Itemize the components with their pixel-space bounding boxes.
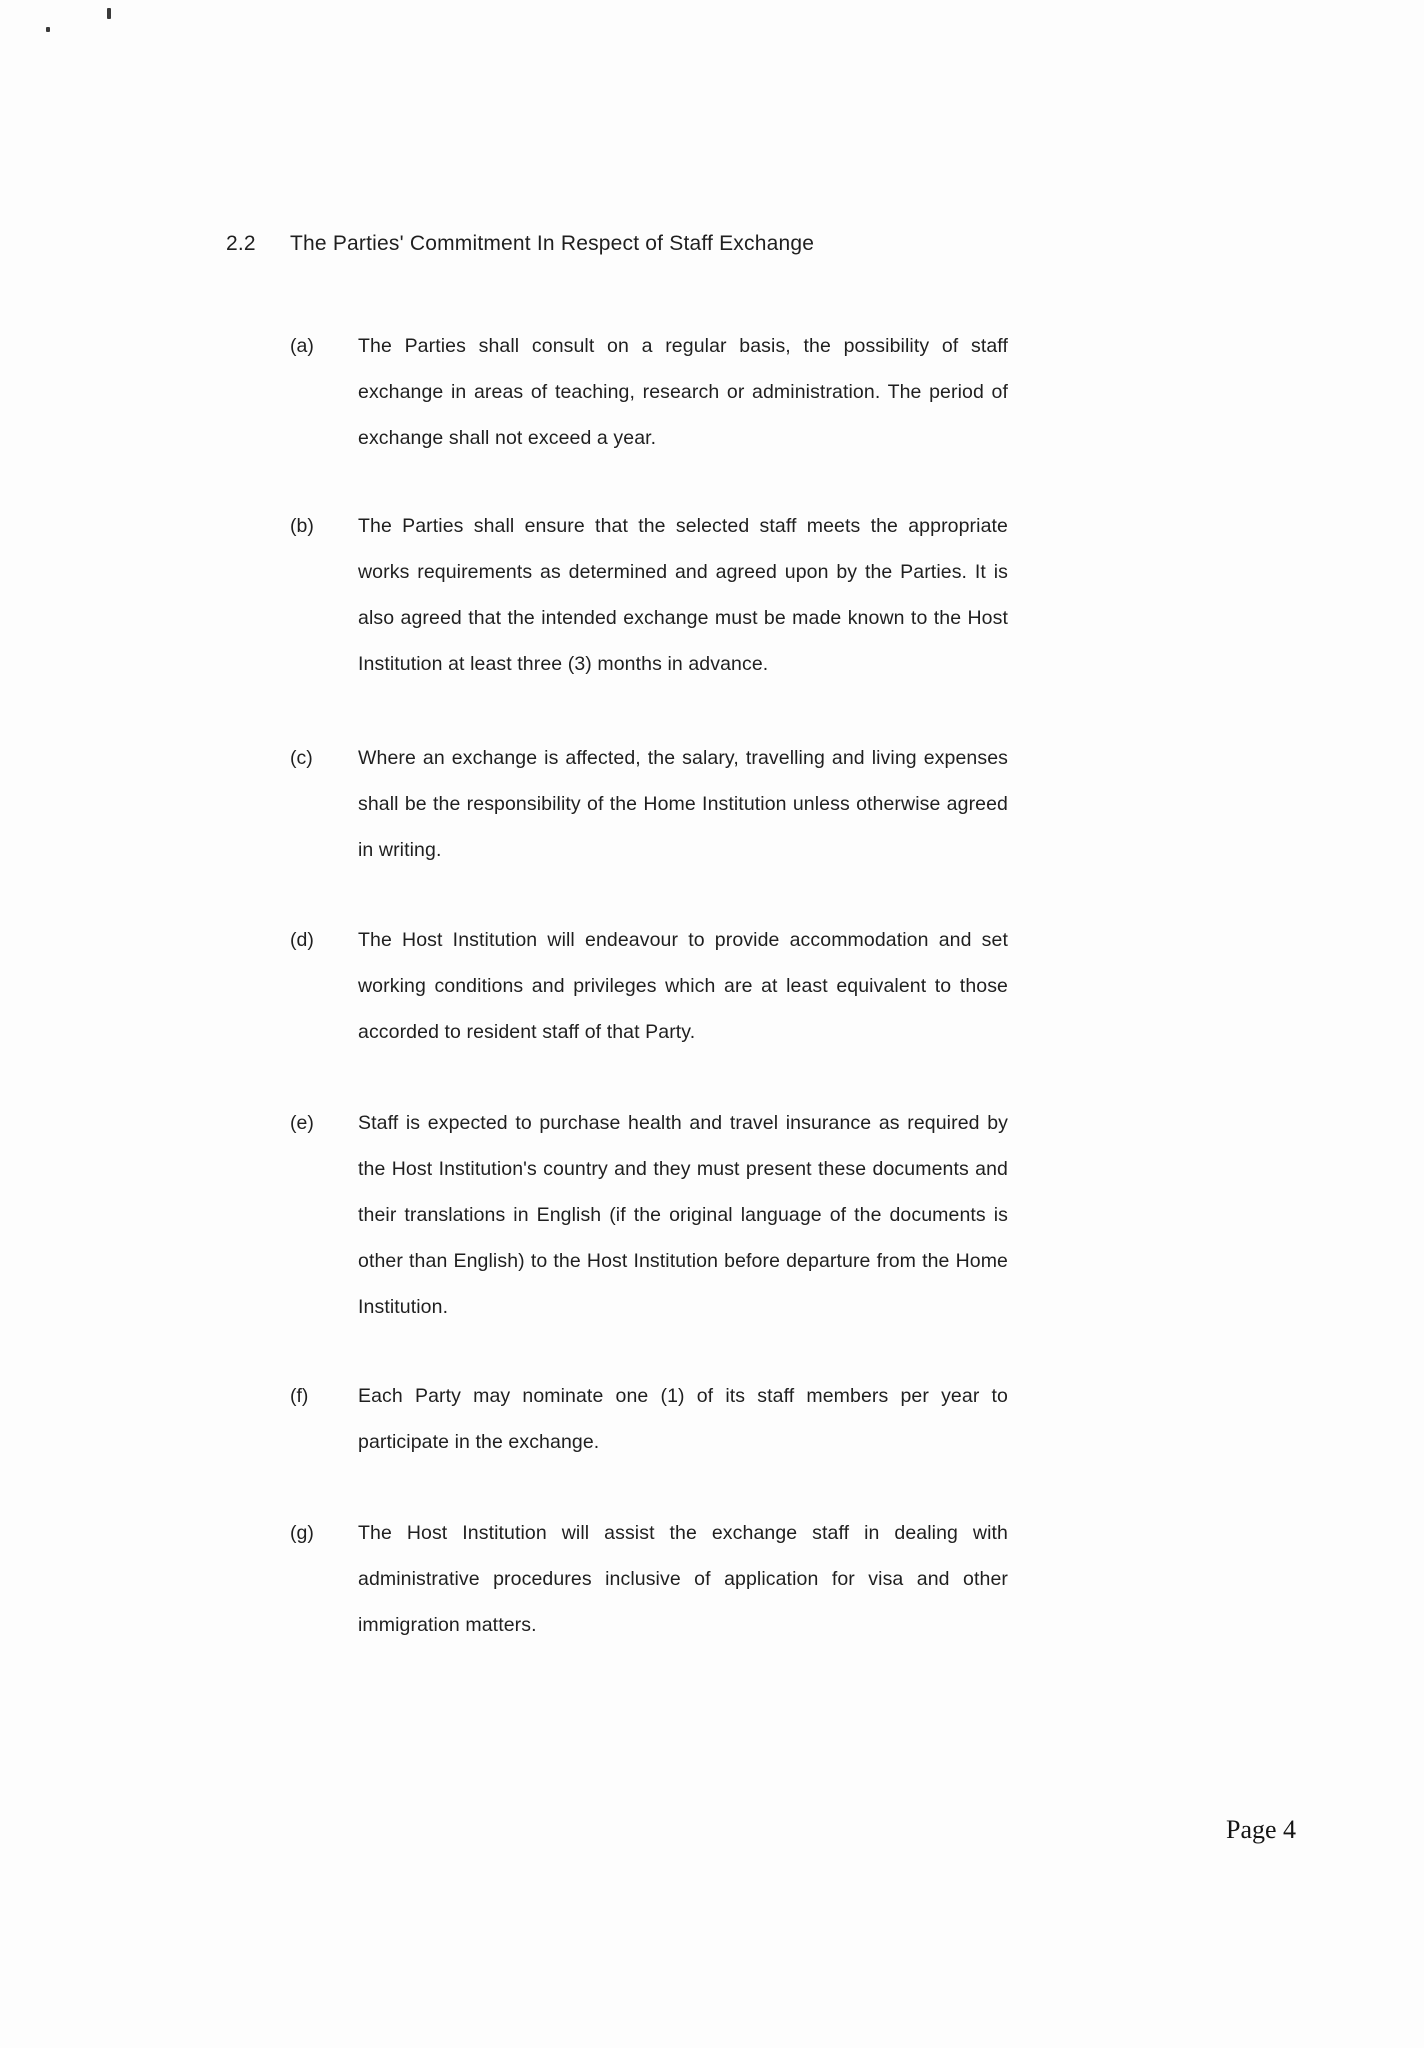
clause-text: Where an exchange is affected, the salary, travelling and living expenses shall be the responsibility of the Home Institution unless otherwise agreed in writing. — [358, 747, 1008, 861]
clause-a — [290, 323, 1008, 461]
clause-label: (c) — [290, 747, 313, 769]
clause-text: The Host Institution will assist the exchange staff in dealing with administrative procedures inclusive of application for visa and other immigration matters. — [358, 1522, 1008, 1636]
clause-text: Each Party may nominate one (1) of its staff members per year to participate in the exchange. — [358, 1385, 1008, 1453]
section-number: 2.2 — [226, 232, 256, 255]
clause-label: (a) — [290, 335, 314, 357]
page-number: Page 4 — [1226, 1815, 1297, 1844]
clause-text: The Parties shall consult on a regular basis, the possibility of staff exchange in areas of teaching, research or administration. The period of exchange shall not exceed a year. — [358, 335, 1008, 449]
section-heading — [226, 230, 814, 258]
clause-label: (g) — [290, 1522, 314, 1544]
clause-label: (b) — [290, 515, 314, 537]
clause-text: Staff is expected to purchase health and travel insurance as required by the Host Institution's country and they must present these documents and their translations in English (if the original language of the documents is other than English) to the Host Institution before departure from the Home Institution. — [358, 1112, 1008, 1318]
clause-text: The Parties shall ensure that the selected staff meets the appropriate works requirements as determined and agreed upon by the Parties. It is also agreed that the intended exchange must be made known to the Host Institution at least three (3) months in advance. — [358, 515, 1008, 675]
clause-d — [290, 917, 1008, 1055]
clause-f — [290, 1373, 1008, 1465]
scan-artifact-speck — [46, 27, 50, 32]
clause-label: (d) — [290, 929, 314, 951]
clause-e — [290, 1100, 1008, 1330]
clause-g — [290, 1510, 1008, 1648]
clause-label: (f) — [290, 1385, 309, 1407]
section-title: The Parties' Commitment In Respect of Staff Exchange — [290, 232, 815, 255]
scan-artifact-speck — [107, 8, 111, 19]
clause-b — [290, 503, 1008, 687]
clause-c — [290, 735, 1008, 873]
clause-label: (e) — [290, 1112, 314, 1134]
clause-text: The Host Institution will endeavour to provide accommodation and set working conditions and privileges which are at least equivalent to those accorded to resident staff of that Party. — [358, 929, 1008, 1043]
